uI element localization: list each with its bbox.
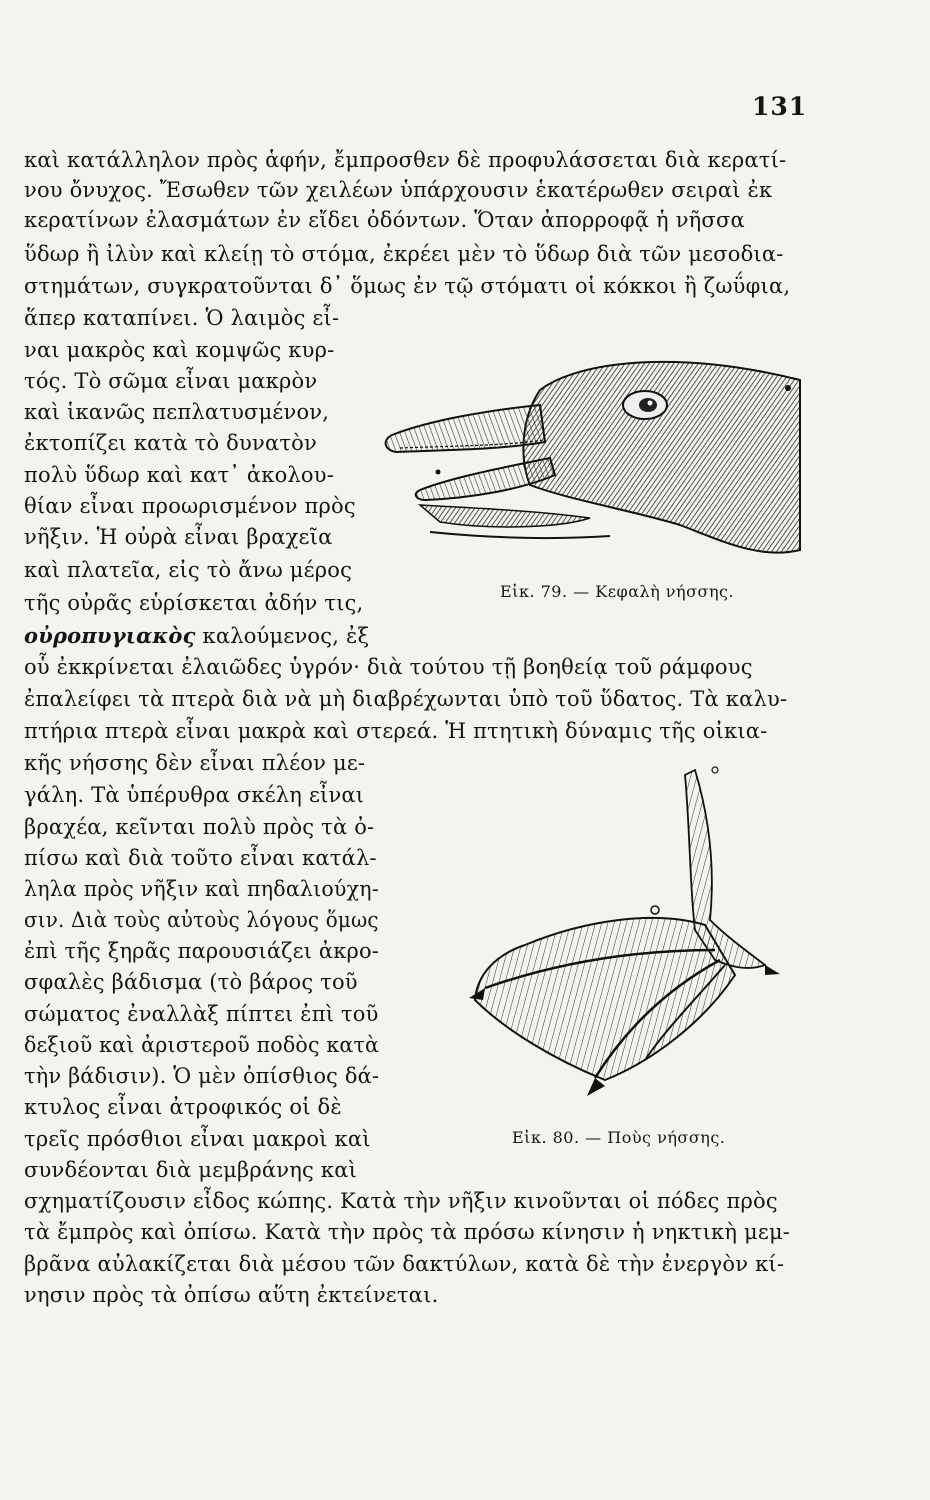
page-number: 131 — [752, 92, 808, 121]
text-line: βραχέα, κεῖνται πολὺ πρὸς τὰ ὀ- — [24, 815, 375, 839]
text-line: σχηματίζουσιν εἶδος κώπης. Κατὰ τὴν νῆξιν κινοῦνται οἱ πόδες πρὸς — [24, 1189, 778, 1213]
duck-head-illustration — [380, 350, 810, 570]
text-line: σφαλὲς βάδισμα (τὸ βάρος τοῦ — [24, 970, 358, 994]
text-line: σιν. Διὰ τοὺς αὐτοὺς λόγους ὅμως — [24, 908, 379, 932]
text-line: ἅπερ καταπίνει. Ὁ λαιμὸς εἶ- — [24, 306, 340, 330]
text-line: κῆς νήσσης δὲν εἶναι πλέον με- — [24, 751, 366, 775]
text-line: νησιν πρὸς τὰ ὀπίσω αὕτη ἐκτείνεται. — [24, 1283, 439, 1307]
text-line: νῆξιν. Ἡ οὐρὰ εἶναι βραχεῖα — [24, 525, 333, 549]
text-line: τῆς οὐρᾶς εὑρίσκεται ἀδήν τις, — [24, 591, 364, 615]
text-line — [24, 621, 369, 651]
uropygial-rest: καλούμενος, ἐξ — [195, 624, 370, 648]
text-line: θίαν εἶναι προωρισμένον πρὸς — [24, 494, 356, 518]
text-line: τός. Τὸ σῶμα εἶναι μακρὸν — [24, 369, 318, 393]
text-line: ἐκτοπίζει κατὰ τὸ δυνατὸν — [24, 431, 317, 455]
duck-foot-illustration — [465, 760, 815, 1105]
text-line: καὶ κατάλληλον πρὸς ἁφήν, ἔμπροσθεν δὲ προφυλάσσεται διὰ κερατί- — [24, 148, 787, 172]
text-line: ναι μακρὸς καὶ κομψῶς κυρ- — [24, 338, 335, 362]
text-line: συνδέονται διὰ μεμβράνης καὶ — [24, 1158, 358, 1182]
text-line: νου ὄνυχος. Ἔσωθεν τῶν χειλέων ὑπάρχουσιν ἑκατέρωθεν σειραὶ ἐκ — [24, 178, 773, 202]
text-line: οὗ ἐκκρίνεται ἐλαιῶδες ὑγρόν· διὰ τούτου τῇ βοηθείᾳ τοῦ ράμφους — [24, 655, 753, 679]
text-line: πτήρια πτερὰ εἶναι μακρὰ καὶ στερεά. Ἡ πτητικὴ δύναμις τῆς οἰκια- — [24, 719, 768, 743]
text-line: στημάτων, συγκρατοῦνται δ᾽ ὅμως ἐν τῷ στόματι οἱ κόκκοι ἢ ζωΰφια, — [24, 274, 791, 298]
uropygial-term: οὐροπυγιακὸς — [24, 623, 196, 648]
figure-80-caption: Εἰκ. 80. — Ποὺς νήσσης. — [512, 1128, 726, 1147]
text-line: ὕδωρ ἢ ἰλὺν καὶ κλείῃ τὸ στόμα, ἐκρέει μὲν τὸ ὕδωρ διὰ τῶν μεσοδια- — [24, 242, 784, 266]
text-line: σώματος ἐναλλὰξ πίπτει ἐπὶ τοῦ — [24, 1002, 379, 1026]
text-line: καὶ ἱκανῶς πεπλατυσμένον, — [24, 400, 330, 424]
text-line: ἐπὶ τῆς ξηρᾶς παρουσιάζει ἀκρο- — [24, 939, 379, 963]
text-line: κτυλος εἶναι ἀτροφικός οἱ δὲ — [24, 1095, 342, 1119]
figure-79-caption: Εἰκ. 79. — Κεφαλὴ νήσσης. — [500, 582, 735, 601]
text-line: κερατίνων ἐλασμάτων ἐν εἴδει ὀδόντων. Ὅταν ἀπορροφᾷ ἡ νῆσσα — [24, 208, 745, 232]
text-line: γάλη. Τὰ ὑπέρυθρα σκέλη εἶναι — [24, 783, 365, 807]
text-line: τὰ ἔμπρὸς καὶ ὀπίσω. Κατὰ τὴν πρὸς τὰ πρόσω κίνησιν ἡ νηκτικὴ μεμ- — [24, 1220, 791, 1244]
text-line: δεξιοῦ καὶ ἀριστεροῦ ποδὸς κατὰ — [24, 1033, 380, 1057]
text-line: βρᾶνα αὐλακίζεται διὰ μέσου τῶν δακτύλων, κατὰ δὲ τὴν ἐνεργὸν κί- — [24, 1252, 785, 1276]
text-line: τὴν βάδισιν). Ὁ μὲν ὀπίσθιος δά- — [24, 1064, 380, 1088]
text-line: τρεῖς πρόσθιοι εἶναι μακροὶ καὶ — [24, 1127, 371, 1151]
text-line: καὶ πλατεῖα, εἰς τὸ ἄνω μέρος — [24, 558, 353, 582]
text-line: ληλα πρὸς νῆξιν καὶ πηδαλιούχη- — [24, 877, 379, 901]
text-line: πολὺ ὕδωρ καὶ κατ᾽ ἀκολου- — [24, 463, 335, 487]
text-line: ἐπαλείφει τὰ πτερὰ διὰ νὰ μὴ διαβρέχωνται ὑπὸ τοῦ ὕδατος. Τὰ καλυ- — [24, 687, 788, 711]
text-line: πίσω καὶ διὰ τοῦτο εἶναι κατάλ- — [24, 846, 377, 870]
